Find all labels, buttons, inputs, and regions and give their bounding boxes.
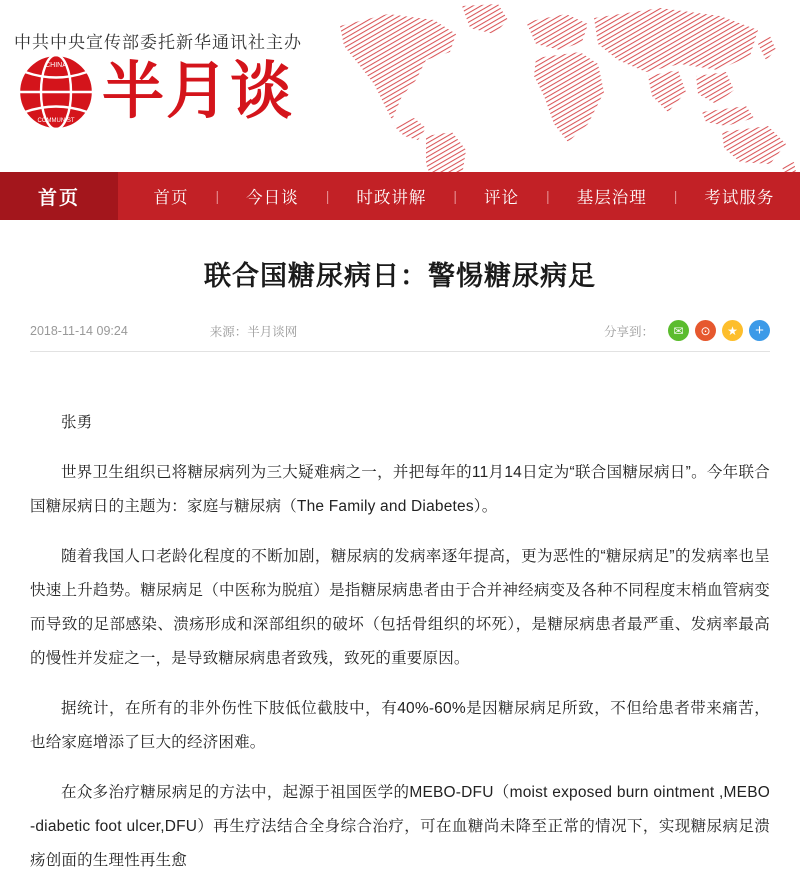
- globe-icon: [16, 52, 96, 132]
- nav-item-jinritan[interactable]: 今日谈: [246, 189, 299, 207]
- nav-item-pinglun[interactable]: 评论: [484, 189, 520, 207]
- nav-item-list: [118, 172, 800, 220]
- page-title: 联合国糖尿病日：警惕糖尿病足: [204, 261, 596, 291]
- nav-separator: |: [215, 188, 220, 204]
- svg-text:COMMUNIST: COMMUNIST: [37, 118, 75, 124]
- weibo-share-icon[interactable]: ⊙: [695, 320, 716, 341]
- article-container: [0, 258, 800, 878]
- site-logo-text: 半月谈: [102, 57, 295, 126]
- qzone-share-icon[interactable]: ★: [722, 320, 743, 341]
- article-byline: 张勇: [61, 414, 93, 431]
- article-paragraph-1: 世界卫生组织已将糖尿病列为三大疑难病之一，并把每年的11月14日定为“联合国糖尿病日”。今年联合国糖尿病日的主题为：家庭与糖尿病（The Family and Diabetes）。: [30, 464, 770, 515]
- nav-item-kaoshifuwu[interactable]: 考试服务: [704, 189, 775, 207]
- nav-separator: |: [325, 188, 330, 204]
- site-logo[interactable]: [16, 52, 294, 132]
- site-masthead: [0, 0, 800, 172]
- sponsor-line: 中共中央宣传部委托新华通讯社主办: [14, 33, 302, 52]
- nav-separator: |: [673, 188, 678, 204]
- article-meta: [30, 320, 770, 352]
- nav-separator: |: [453, 188, 457, 204]
- nav-separator: |: [546, 188, 550, 204]
- more-share-icon[interactable]: +: [749, 320, 770, 341]
- wechat-share-icon[interactable]: ✉: [668, 320, 689, 341]
- article-source: 来源：半月谈网: [209, 324, 298, 339]
- article-paragraph-3: 据统计，在所有的非外伤性下肢低位截肢中，有40%-60%是因糖尿病足所致，不但给患者带来痛苦，也给家庭增添了巨大的经济困难。: [30, 700, 770, 751]
- share-block: [604, 320, 770, 341]
- nav-item-shouye[interactable]: 首页: [153, 189, 189, 207]
- nav-item-shizhengjiangjie[interactable]: 时政讲解: [356, 189, 427, 207]
- publish-date: 2018-11-14 09:24: [30, 323, 128, 338]
- world-map-decoration: [330, 0, 800, 172]
- main-navigation: [0, 172, 800, 220]
- article-paragraph-4: 在众多治疗糖尿病足的方法中，起源于祖国医学的MEBO-DFU（moist exposed burn ointment ,MEBO -diabetic foot ulcer,DFU）再生疗法结合全身综合治疗，可在血糖尚未降至正常的情况下，实现糖尿病足溃疡创面的生理性再生愈: [30, 784, 770, 869]
- article-paragraph-2: 随着我国人口老龄化程度的不断加剧，糖尿病的发病率逐年提高，更为恶性的“糖尿病足”的发病率也呈快速上升趋势。糖尿病足（中医称为脱疽）是指糖尿病患者由于合并神经病变及各种不同程度末梢血管病变而导致的足部感染、溃疡形成和深部组织的破坏（包括骨组织的坏死），是糖尿病患者最严重、发病率最高的慢性并发症之一，是导致糖尿病患者致残，致死的重要原因。: [30, 548, 770, 667]
- share-label: 分享到：: [603, 324, 654, 339]
- nav-home-active[interactable]: 首页: [0, 172, 118, 220]
- svg-text:CHINA: CHINA: [45, 62, 67, 69]
- article-body: [30, 406, 770, 878]
- nav-item-jicengzhili[interactable]: 基层治理: [576, 189, 647, 207]
